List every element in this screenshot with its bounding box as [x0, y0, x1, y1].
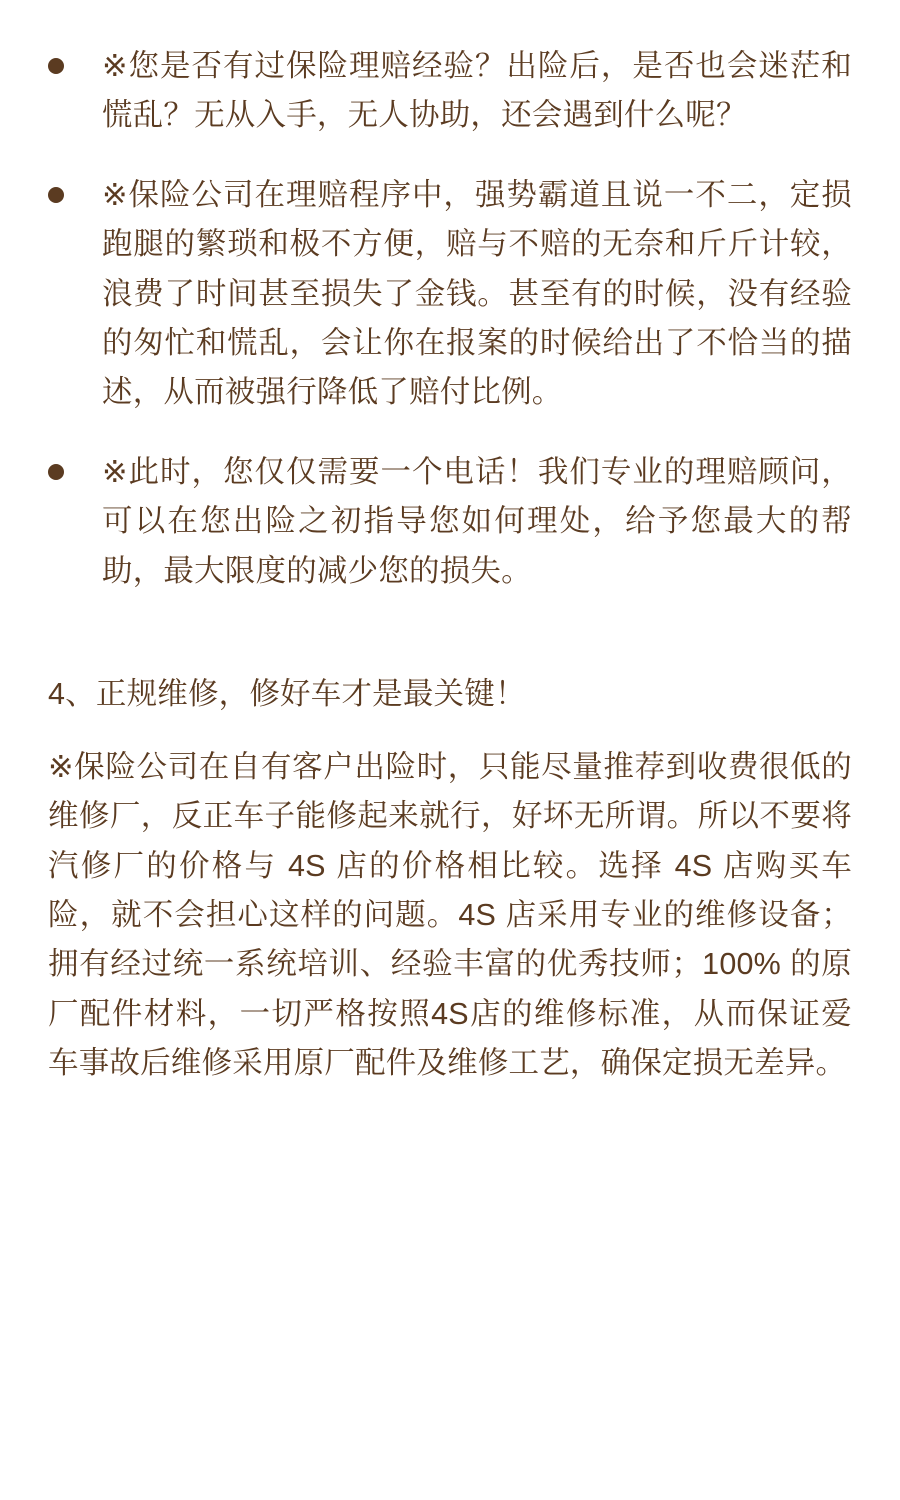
bullet-dot-icon	[48, 187, 64, 203]
bullet-dot-icon	[48, 58, 64, 74]
list-item-text: ※您是否有过保险理赔经验？出险后，是否也会迷茫和慌乱？无从入手，无人协助，还会遇到什么呢？	[102, 49, 852, 133]
section-heading: 4、正规维修，修好车才是最关键！	[48, 677, 526, 712]
list-item-text: ※此时，您仅仅需要一个电话！我们专业的理赔顾问，可以在您出险之初指导您如何理处，给予您最大的帮助，最大限度的减少您的损失。	[102, 454, 852, 588]
bullet-list	[48, 42, 852, 596]
list-item-text: ※保险公司在理赔程序中，强势霸道且说一不二，定损跑腿的繁琐和极不方便，赔与不赔的无奈和斤斤计较，浪费了时间甚至损失了金钱。甚至有的时候，没有经验的匆忙和慌乱，会让你在报案的时候给出了不恰当的描述，从而被强行降低了赔付比例。	[102, 177, 852, 410]
section-divider	[48, 626, 852, 670]
list-item	[48, 448, 852, 596]
list-item	[48, 42, 852, 141]
bullet-dot-icon	[48, 464, 64, 480]
list-item	[48, 171, 852, 418]
body-paragraph: ※保险公司在自有客户出险时，只能尽量推荐到收费很低的维修厂，反正车子能修起来就行，好坏无所谓。所以不要将汽修厂的价格与 4S 店的价格相比较。选择 4S 店购买车险，就不会担心这样的问题。4S 店采用专业的维修设备；拥有经过统一系统培训、经验丰富的优秀技师；100% 的原厂配件材料，一切严格按照4S店的维修标准，从而保证爱车事故后维修采用原厂配件及维修工艺，确保定损无差异。	[48, 749, 852, 1081]
